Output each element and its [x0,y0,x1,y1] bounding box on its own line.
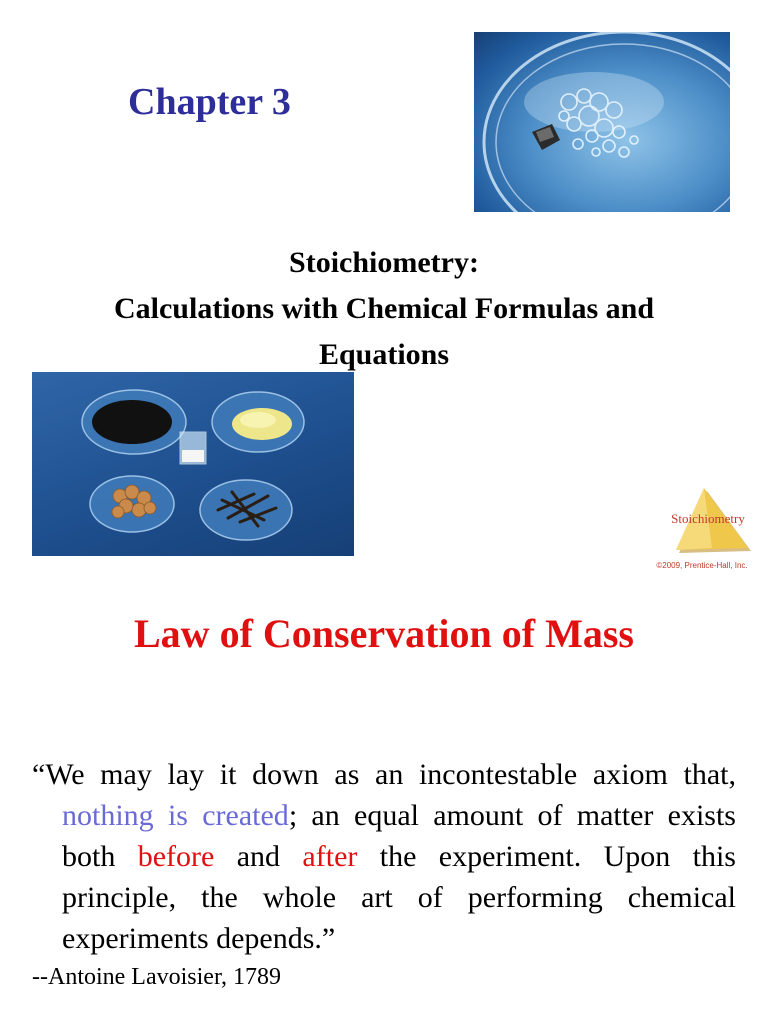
chemical-materials-photo [32,372,354,556]
logo-label: Stoichiometry [671,511,745,526]
lavoisier-quote [32,754,736,959]
subtitle-line-3: Equations [318,338,450,371]
quote-text-3: and [214,840,303,873]
petri-dish-photo [474,32,730,212]
subtitle-line-2: Calculations with Chemical Formulas and [113,292,655,325]
quote-text-4: the experiment. Upon this principle, the whole art of performing chemical experiments depends.” [62,840,736,955]
quote-highlight-after: after [302,840,358,873]
attribution-author: Antoine Lavoisier, 1789 [47,964,281,990]
quote-highlight-nothing-created: nothing is created [62,799,289,832]
quote-text-1: “We may lay it down as an incontestable axiom that, [32,758,736,791]
quote-attribution [32,964,281,991]
law-title: Law of Conservation of Mass [134,611,634,656]
quote-text-2: ; an equal amount of matter exists both [62,799,736,873]
subtitle-line-1: Stoichiometry: [289,246,479,279]
stoichiometry-logo [658,486,758,558]
copyright-text: ©2009, Prentice-Hall, Inc. [656,561,748,570]
chapter-title: Chapter 3 [128,81,291,123]
subtitle [0,240,768,378]
attribution-dashes: -- [32,964,48,990]
quote-highlight-before: before [137,840,215,873]
